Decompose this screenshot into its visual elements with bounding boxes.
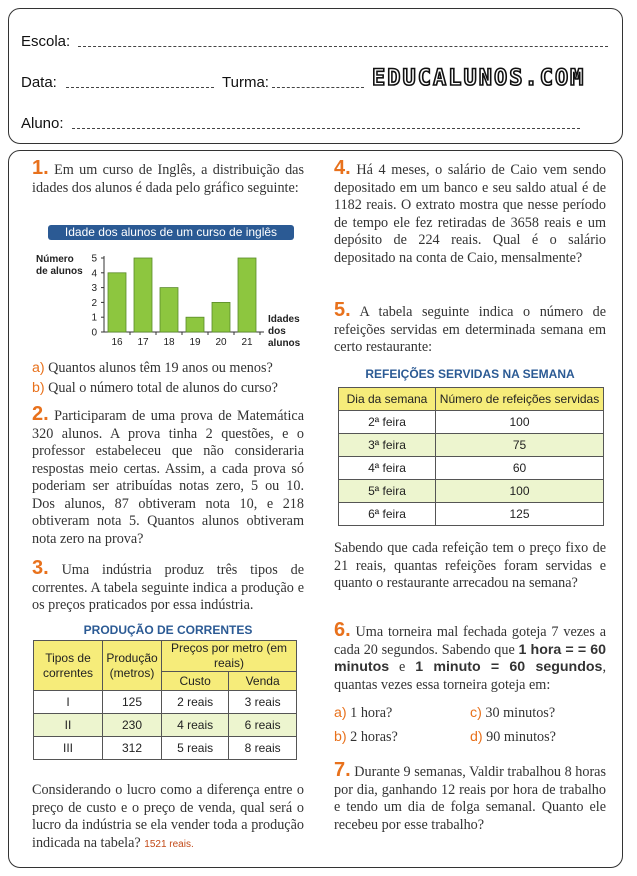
aluno-label: Aluno: xyxy=(21,115,64,132)
x-tick-label: 16 xyxy=(111,337,123,348)
question-number: 7. xyxy=(334,759,351,781)
item-text: Qual o número total de alunos do curso? xyxy=(48,380,278,396)
cell: 5 reais xyxy=(162,737,229,760)
question-3 xyxy=(32,557,305,615)
bold-text: 1 hora = = 60 minutos xyxy=(334,641,607,675)
item-label: b) xyxy=(334,729,347,745)
bar xyxy=(186,317,204,332)
escola-label: Escola: xyxy=(21,33,71,50)
question-text: Considerando o lucro como a diferença entre o preço de custo e o preço de venda, qual será o lucro da indústria se ela vender toda a produção indicada na tabela? xyxy=(32,782,304,851)
y-tick-label: 2 xyxy=(91,297,97,309)
table-row xyxy=(339,411,604,434)
chart-ylabel: Número de alunos xyxy=(36,254,83,277)
question-7 xyxy=(334,759,607,834)
header-precos: Preços por metro (em reais) xyxy=(162,641,297,672)
educalunos-logo: EDUCALUNOS.COM xyxy=(372,66,586,91)
table-title: PRODUÇÃO DE CORRENTES xyxy=(83,623,253,637)
escola-field[interactable] xyxy=(78,46,608,47)
question-6c xyxy=(470,705,606,723)
table-row xyxy=(34,691,297,714)
cell: 4 reais xyxy=(162,714,229,737)
cell: 2ª feira xyxy=(339,411,436,434)
bar xyxy=(134,258,152,332)
cell: 60 xyxy=(436,457,604,480)
question-4 xyxy=(334,157,607,267)
data-label: Data: xyxy=(21,74,57,91)
table-row xyxy=(339,457,604,480)
table-row xyxy=(34,714,297,737)
cell: 5ª feira xyxy=(339,480,436,503)
question-text: A tabela seguinte indica o número de refeições servidas em determinada semana em certo restaurante: xyxy=(334,304,606,355)
item-label: a) xyxy=(334,705,347,721)
cell: 312 xyxy=(103,737,162,760)
cell: III xyxy=(34,737,103,760)
table-title: REFEIÇÕES SERVIDAS NA SEMANA xyxy=(365,367,575,381)
question-5 xyxy=(334,299,606,357)
cell: 75 xyxy=(436,434,604,457)
question-1b xyxy=(32,380,312,398)
meals-table xyxy=(338,387,604,526)
cell: 3 reais xyxy=(229,691,297,714)
question-number: 5. xyxy=(334,299,351,321)
cell: 6ª feira xyxy=(339,503,436,526)
x-tick-label: 18 xyxy=(163,337,175,348)
header-tipos: Tipos de correntes xyxy=(34,641,103,691)
item-text: 30 minutos? xyxy=(485,705,556,721)
item-text: 2 horas? xyxy=(350,729,398,745)
question-6a xyxy=(334,705,464,723)
question-text: Participaram de uma prova de Matemática 320 alunos. A prova tinha 2 questões, e o professor estabeleceu que não consideraria respostas meio certas. Assim, a cada prova só poderiam ser atribuídas notas zero, 5 ou 10. Dos alunos, 87 obtiveram nota 10, e 218 obtiveram nota 5. Quantos alunos obtiveram nota zero na prova? xyxy=(32,408,304,547)
cell: 100 xyxy=(436,480,604,503)
question-1 xyxy=(32,157,304,197)
cell: 125 xyxy=(436,503,604,526)
bar xyxy=(160,288,178,332)
item-label: a) xyxy=(32,360,45,376)
question-3-text xyxy=(32,782,304,853)
cell: 6 reais xyxy=(229,714,297,737)
item-label: d) xyxy=(470,729,483,745)
cell: 230 xyxy=(103,714,162,737)
cell: 125 xyxy=(103,691,162,714)
y-tick-label: 3 xyxy=(91,283,97,295)
question-text: Uma torneira mal fechada goteja 7 vezes a cada 20 segundos. Sabendo que xyxy=(334,624,606,658)
cell: II xyxy=(34,714,103,737)
cell: I xyxy=(34,691,103,714)
bar-chart xyxy=(84,248,270,348)
question-6b xyxy=(334,729,464,747)
question-number: 6. xyxy=(334,619,351,641)
cell: 8 reais xyxy=(229,737,297,760)
table-row xyxy=(339,503,604,526)
question-text: Durante 9 semanas, Valdir trabalhou 8 horas por dia, ganhando 12 reais por hora de trabalho e tendo um dia de folga semanal. Quanto ele recebeu por esse trabalho? xyxy=(334,764,607,833)
question-6 xyxy=(334,619,607,694)
turma-field[interactable] xyxy=(272,87,364,88)
data-field[interactable] xyxy=(66,87,214,88)
question-1a xyxy=(32,360,312,378)
item-label: b) xyxy=(32,380,45,396)
table-row xyxy=(339,434,604,457)
question-number: 4. xyxy=(334,157,351,179)
question-text: e xyxy=(399,659,406,675)
production-table xyxy=(33,640,297,760)
question-number: 2. xyxy=(32,403,49,425)
header-venda: Venda xyxy=(229,672,297,691)
item-text: 90 minutos? xyxy=(486,729,556,745)
chart-title: Idade dos alunos de um curso de inglês xyxy=(48,225,294,240)
header-producao: Produção (metros) xyxy=(103,641,162,691)
cell: 100 xyxy=(436,411,604,434)
cell: 2 reais xyxy=(162,691,229,714)
y-tick-label: 1 xyxy=(91,312,97,324)
y-tick-label: 5 xyxy=(91,253,97,265)
question-number: 1. xyxy=(32,157,49,179)
question-6d xyxy=(470,729,606,747)
bold-text: 1 minuto = 60 segundos xyxy=(415,659,603,675)
item-label: c) xyxy=(470,705,482,721)
item-text: Quantos alunos têm 19 anos ou menos? xyxy=(48,360,273,376)
x-tick-label: 20 xyxy=(215,337,227,348)
header-custo: Custo xyxy=(162,672,229,691)
cell: 3ª feira xyxy=(339,434,436,457)
question-5-text xyxy=(334,540,606,593)
x-tick-label: 19 xyxy=(189,337,201,348)
question-text: Há 4 meses, o salário de Caio vem sendo depositado em um banco e seu saldo atual é de 1182 reais. O extrato mostra que nesse período de tempo ele fez retiradas de 3658 reais e um depósito de 224 reais. Qual é o salário depositado na conta de Caio, mensalmente? xyxy=(334,162,607,266)
question-number: 3. xyxy=(32,557,49,579)
cell: 4ª feira xyxy=(339,457,436,480)
question-text: , quantas vezes essa torneira goteja em: xyxy=(334,659,606,693)
question-text: Sabendo que cada refeição tem o preço fixo de 21 reais, quantas refeições foram servidas e quanto o restaurante arrecadou na semana? xyxy=(334,540,606,591)
header-num: Número de refeições servidas xyxy=(436,388,604,411)
y-tick-label: 0 xyxy=(91,327,97,339)
question-text: Em um curso de Inglês, a distribuição das idades dos alunos é dada pelo gráfico seguinte: xyxy=(32,162,304,196)
answer-note: 1521 reais. xyxy=(144,838,194,850)
question-text: Uma indústria produz três tipos de correntes. A tabela seguinte indica a produção e os preços praticados por essa indústria. xyxy=(32,562,305,613)
table-row xyxy=(339,480,604,503)
x-tick-label: 21 xyxy=(241,337,253,348)
table-row xyxy=(34,737,297,760)
bar xyxy=(238,258,256,332)
x-tick-label: 17 xyxy=(137,337,149,348)
y-tick-label: 4 xyxy=(91,268,97,280)
turma-label: Turma: xyxy=(222,74,269,91)
bar xyxy=(108,273,126,332)
chart-xlabel: Idades dos alunos xyxy=(268,314,301,349)
bar xyxy=(212,302,230,332)
aluno-field[interactable] xyxy=(72,128,580,129)
header-dia: Dia da semana xyxy=(339,388,436,411)
item-text: 1 hora? xyxy=(350,705,393,721)
question-2 xyxy=(32,403,304,548)
